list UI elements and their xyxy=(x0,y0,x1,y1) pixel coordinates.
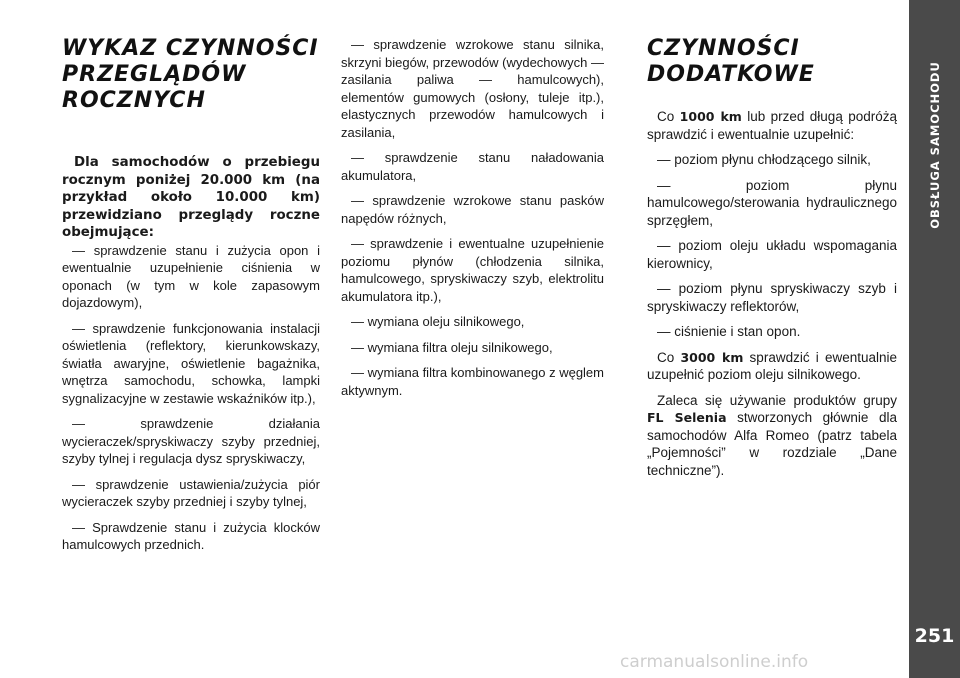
page-number: 251 xyxy=(914,625,955,647)
list-item: — Sprawdzenie stanu i zużycia klocków hamulcowych przednich. xyxy=(62,519,320,552)
p3-suffix: stworzonych głównie dla samochodów Alfa Romeo (patrz tabela „Pojemności” w rozdziale „Dane techniczne”). xyxy=(647,410,898,478)
left-column xyxy=(62,0,320,562)
p3-prefix: Zaleca się używanie produktów grupy xyxy=(657,392,897,408)
left-title-line: PRZEGLĄDÓW xyxy=(62,62,247,87)
list-item: — poziom płynu spryskiwaczy szyb i spryskiwaczy reflektorów, xyxy=(647,281,897,314)
list-item: — sprawdzenie i ewentualne uzupełnienie poziomu płynów (chłodzenia silnika, hamulcowego, spryskiwaczy szyb, elektrolitu akumulatora itp.), xyxy=(341,236,604,304)
p1-prefix: Co xyxy=(657,109,680,124)
left-intro-paragraph: Dla samochodów o przebiegu rocznym poniżej 20.000 km (na przykład około 10.000 km) przewidziano przeglądy roczne obejmujące: xyxy=(62,155,320,240)
list-item: — sprawdzenie funkcjonowania instalacji oświetlenia (reflektory, kierunkowskazy, światła awaryjne, oświetlenie bagażnika, wnętrza samochodu, schowka, lampki sygnalizacyjne w zestawie wskaźników itp.), xyxy=(62,320,320,406)
list-item: — sprawdzenie wzrokowe stanu pasków napędów różnych, xyxy=(341,193,604,226)
list-item: — poziom płynu hamulcowego/sterowania hydraulicznego sprzęgłem, xyxy=(647,177,897,228)
p1-suffix: lub przed długą podróżą sprawdzić i ewentualnie uzupełnić: xyxy=(647,109,898,142)
watermark-text: carmanualsonline.info xyxy=(620,652,809,672)
list-item: — sprawdzenie ustawienia/zużycia piór wycieraczek szyby przedniej i szyby tylnej, xyxy=(62,476,320,509)
left-title-line: WYKAZ CZYNNOŚCI xyxy=(62,36,319,61)
list-item: — wymiana oleju silnikowego, xyxy=(351,314,525,329)
list-item: — sprawdzenie stanu naładowania akumulatora, xyxy=(341,150,604,183)
p2-bold: 3000 km xyxy=(680,349,744,365)
p3-bold: FL Selenia xyxy=(647,410,727,425)
list-item: — sprawdzenie stanu i zużycia opon i ewentualnie uzupełnienie ciśnienia w oponach (w tym w kole zapasowym dojazdowym), xyxy=(62,242,320,310)
p2-suffix: sprawdzić i ewentualnie uzupełnić poziom oleju silnikowego. xyxy=(647,349,898,382)
right-section-title xyxy=(647,36,897,88)
paragraph-1000km xyxy=(647,108,897,143)
list-item: — wymiana filtra kombinowanego z węglem aktywnym. xyxy=(341,365,604,398)
list-item: — poziom oleju układu wspomagania kierownicy, xyxy=(647,238,897,271)
sidebar-section-title: OBSŁUGA SAMOCHODU xyxy=(927,61,942,229)
list-item: — wymiana filtra oleju silnikowego, xyxy=(351,339,553,355)
left-title-line: ROCZNYCH xyxy=(62,88,206,113)
list-item: — sprawdzenie wzrokowe stanu silnika, skrzyni biegów, przewodów (wydechowych — zasilania paliwa — hamulcowych), elementów gumowych (osłony, tuleje itp.), elastycznych przewodów hamulcowych i zasilania, xyxy=(341,37,604,140)
paragraph-selenia xyxy=(647,392,897,480)
list-item: — poziom płynu chłodzącego silnik, xyxy=(657,152,871,167)
list-item: — ciśnienie i stan opon. xyxy=(657,324,801,339)
middle-column xyxy=(341,36,604,407)
paragraph-3000km xyxy=(647,349,897,384)
left-section-title xyxy=(62,36,320,114)
right-title-line: DODATKOWE xyxy=(647,62,815,87)
right-column xyxy=(647,0,897,487)
section-sidebar xyxy=(909,0,960,678)
right-title-line: CZYNNOŚCI xyxy=(647,36,800,61)
p1-bold: 1000 km xyxy=(679,109,742,124)
p2-prefix: Co xyxy=(657,349,681,365)
list-item: — sprawdzenie działania wycieraczek/spryskiwaczy szyby przedniej, szyby tylnej i regulacja dysz spryskiwaczy, xyxy=(62,416,320,466)
